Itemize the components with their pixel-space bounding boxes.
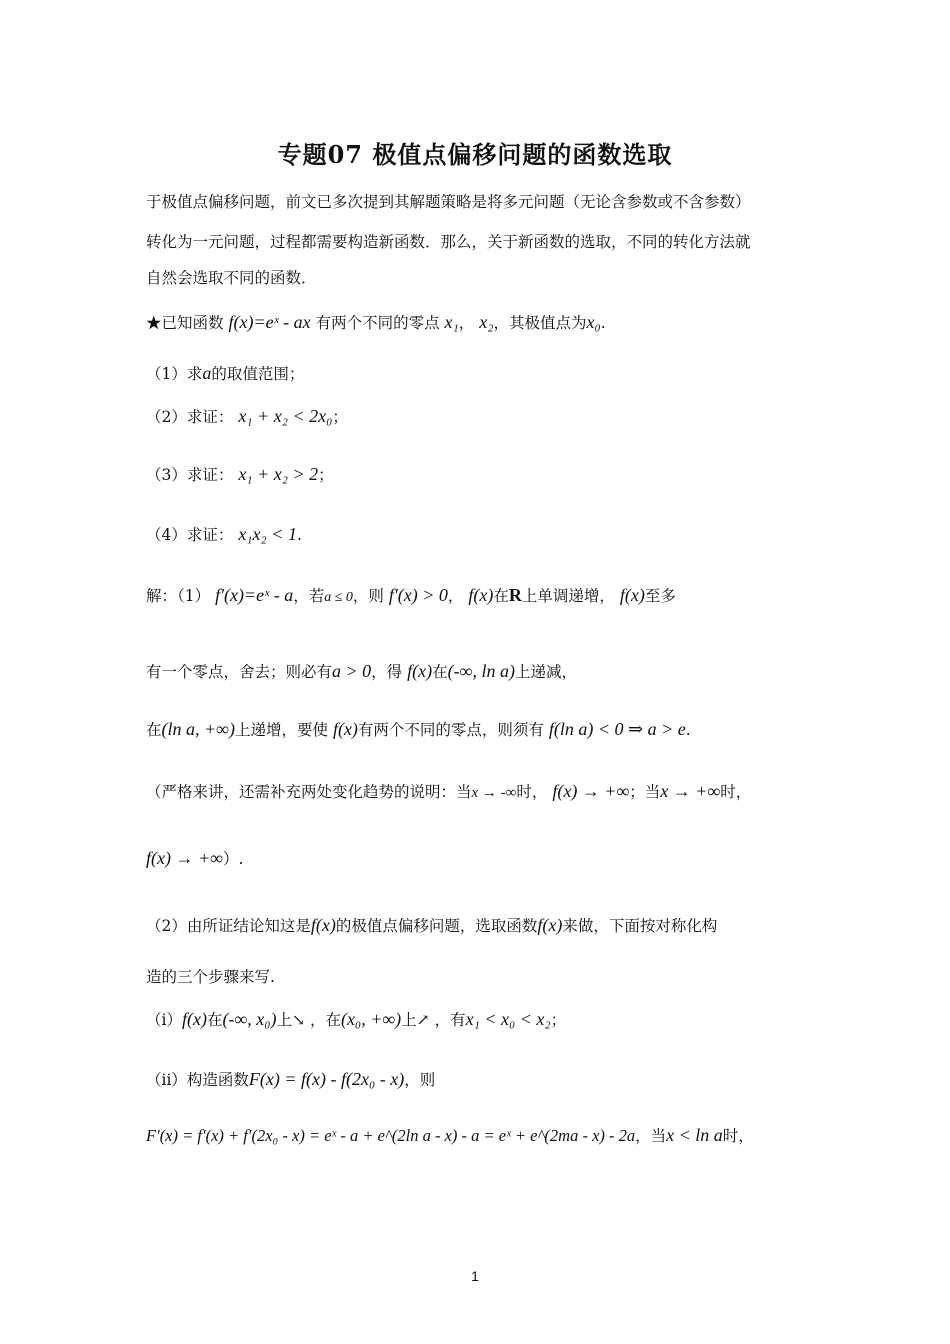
s3-condition: f(ln a) < 0 ⇒ a > e (548, 719, 686, 739)
s4-text-a: （严格来讲，还需补充两处变化趋势的说明：当 (146, 783, 472, 801)
solution-line-3 (146, 718, 691, 741)
q3-end: ； (318, 466, 334, 484)
s3-fx: f(x) (332, 719, 358, 739)
p1-text-c: 来做，下面按对称化构 (562, 917, 718, 935)
s3-interval: (ln a, +∞) (161, 719, 235, 739)
s3-end: . (685, 721, 691, 739)
intro-line-1: 于极值点偏移问题，前文已多次提到其解题策略是将多元问题（无论含参数或不含参数） (146, 193, 751, 211)
problem-star-text: ★已知函数 (146, 314, 224, 332)
page-number: 1 (471, 1268, 479, 1284)
s3-text-a: 在 (146, 721, 162, 739)
s1-cond: a ≤ 0 (324, 590, 353, 605)
part2-line-2: 造的三个步骤来写. (146, 968, 275, 986)
s1-fx: f(x) (468, 585, 494, 605)
intro-line-3: 自然会选取不同的函数． (146, 269, 317, 287)
s1-fx-2: f(x) (619, 585, 645, 605)
s1-real-set: R (508, 585, 522, 605)
s5-end: ）. (222, 850, 244, 868)
p4-text-b: ，则 (404, 1071, 436, 1089)
q3-formula: x₁ + x₂ > 2 (238, 464, 319, 484)
page-title: 专题07 极值点偏移问题的函数选取 (277, 140, 673, 169)
s1-text-c: ，则 (352, 587, 384, 605)
question-3 (146, 463, 334, 486)
s1-text-g: 上单调递增， (521, 587, 615, 605)
separator: ， (458, 314, 475, 332)
q2-formula: x₁ + x₂ < 2x₀ (238, 406, 333, 426)
p4-label: （ⅱ）构造函数 (146, 1071, 249, 1089)
question-2 (146, 405, 348, 428)
q2-end: ； (332, 408, 348, 426)
p5-cond: x < ln a (666, 1125, 723, 1145)
s2-fx: f(x) (407, 661, 433, 681)
question-4 (146, 523, 302, 546)
q4-end: . (296, 526, 302, 544)
p3-text-b: 在 (206, 1011, 223, 1029)
p3-fx: f(x) (181, 1009, 207, 1029)
s3-text-c: 有两个不同的零点，则须有 (357, 721, 544, 739)
s2-interval: (-∞, ln a) (447, 661, 515, 681)
s1-text-e: 在 (493, 587, 509, 605)
p5-text-b: 时， (722, 1127, 754, 1145)
s4-limit-3: x → +∞ (660, 781, 721, 801)
s2-text-c: 在 (432, 663, 448, 681)
q2-label: （2）求证： (146, 408, 234, 426)
q3-label: （3）求证： (146, 466, 234, 484)
part2-step-2 (146, 1068, 435, 1091)
p3-interval-2: (x₀, +∞) (340, 1009, 402, 1029)
solution-line-1 (146, 584, 676, 609)
q4-formula: x₁x₂ < 1 (238, 524, 297, 544)
p4-construct: F(x) = f(x) - f(2x₀ - x) (248, 1069, 405, 1089)
s1-text-h: 至多 (644, 587, 676, 605)
problem-mid-text: 有两个不同的零点 (315, 314, 440, 332)
s1-text-d: ， (447, 587, 464, 605)
part2-derivative-line (146, 1124, 754, 1147)
problem-statement (146, 311, 606, 334)
q1-var: a (202, 363, 212, 383)
p3-order: x₁ < x₀ < x₂ (465, 1009, 551, 1029)
p5-derivative: F′(x) = f′(x) + f′(2x₀ - x) = eˣ - a + e^(2ln a - x) - a = eˣ + e^(2ma - x) - 2a (146, 1126, 636, 1145)
q1-label: （1）求 (146, 365, 203, 383)
s1-text-b: ，若 (293, 587, 325, 605)
intro-line-2: 转化为一元问题，过程都需要构造新函数．那么，关于新函数的选取，不同的转化方法就 (146, 233, 751, 251)
s4-limit-2: f(x) → +∞ (552, 781, 630, 801)
p5-text-a: ，当 (635, 1127, 667, 1145)
s4-text-b: 时， (516, 783, 548, 801)
problem-end: . (600, 314, 606, 332)
p1-text-b: 的极值点偏移问题，选取函数 (335, 917, 538, 935)
s4-text-d: 时， (720, 783, 752, 801)
problem-tail-text: ，其极值点为 (493, 314, 587, 332)
s1-derivative-positive: f′(x) > 0 (388, 585, 448, 605)
q1-text: 的取值范围； (211, 365, 305, 383)
p3-interval-1: (-∞, x₀) (222, 1009, 277, 1029)
s2-text-b: ，得 (371, 663, 403, 681)
problem-formula: f(x)=eˣ - ax (228, 312, 311, 332)
p3-label: （ⅰ） (146, 1011, 182, 1029)
s4-text-c: ；当 (629, 783, 661, 801)
s1-label: 解：（1） (146, 587, 211, 605)
solution-line-2 (146, 660, 577, 683)
p3-text-c: 上↘ ，在 (276, 1011, 341, 1029)
s1-derivative: f′(x)=eˣ - a (215, 585, 294, 605)
s2-text-a: 有一个零点，舍去；则必有 (146, 663, 333, 681)
part2-step-1 (146, 1008, 566, 1031)
s2-cond: a > 0 (332, 661, 372, 681)
question-1 (146, 362, 304, 385)
p1-fx-2: f(x) (537, 915, 563, 935)
p3-text-d: 上↗ ，有 (401, 1011, 466, 1029)
q4-label: （4）求证： (146, 526, 234, 544)
zero-x1: x₁ (444, 312, 459, 332)
s2-text-d: 上递减， (514, 663, 577, 681)
part2-line-1 (146, 914, 717, 937)
p1-text-a: （2）由所证结论知这是 (146, 917, 311, 935)
s4-limit-1: x → -∞ (471, 785, 517, 801)
s5-limit: f(x) → +∞ (146, 848, 223, 868)
extreme-x0: x₀ (586, 312, 601, 332)
s3-text-b: 上递增，要使 (234, 721, 328, 739)
solution-line-5 (146, 847, 243, 870)
p1-fx: f(x) (310, 915, 336, 935)
solution-line-4 (146, 780, 751, 804)
zero-x2: x₂ (479, 312, 494, 332)
p3-end: ； (550, 1011, 567, 1029)
